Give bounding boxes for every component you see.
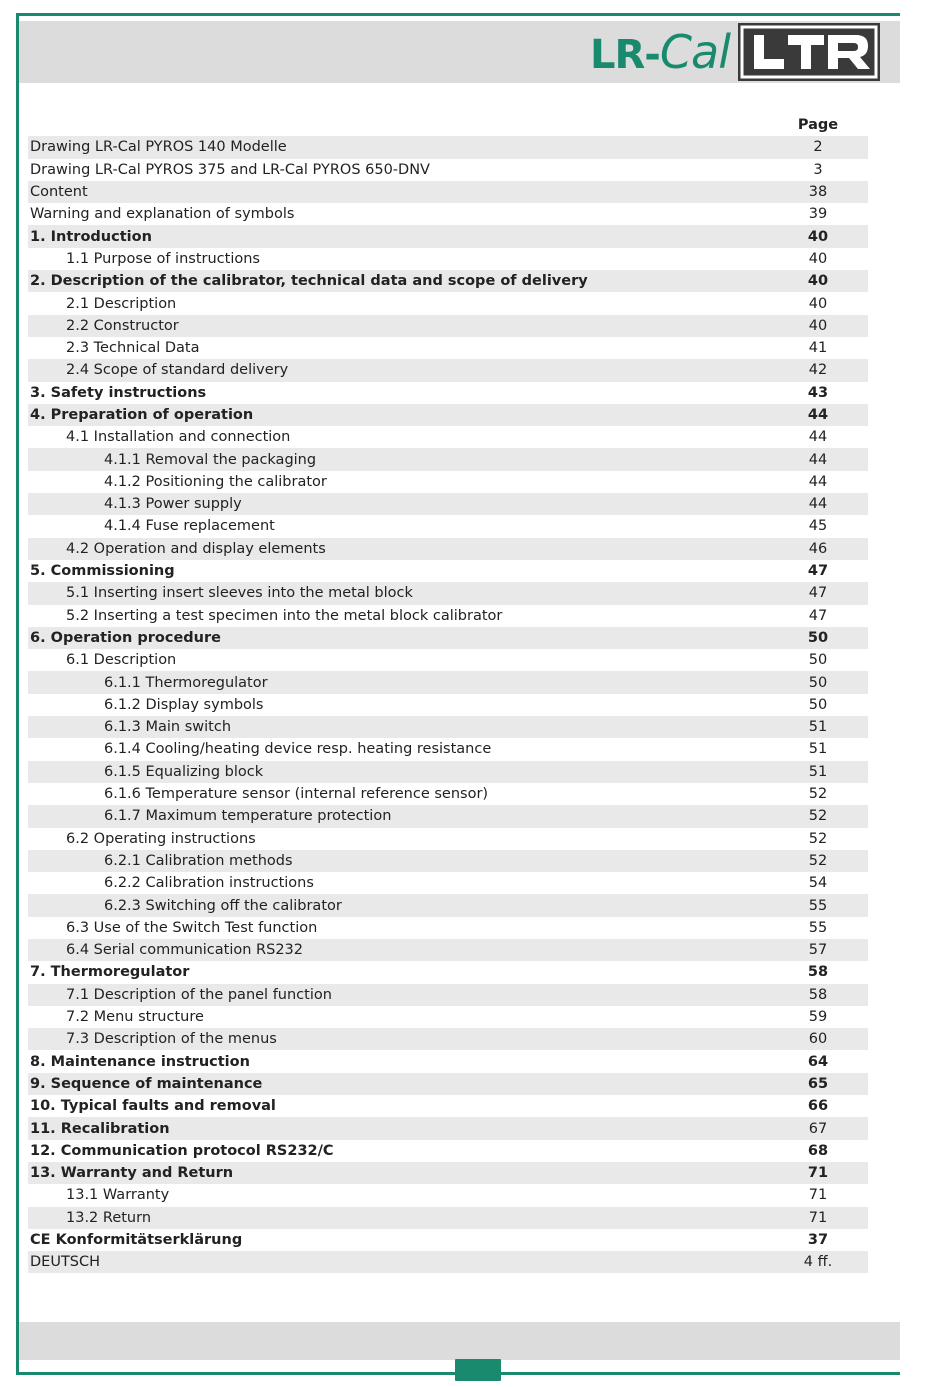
toc-entry-page: 55 <box>808 897 828 914</box>
toc-entry-page: 47 <box>807 563 829 580</box>
toc-entry <box>28 1184 868 1206</box>
toc-entry-title: 10. Typical faults and removal <box>30 1098 276 1115</box>
toc-entry-page: 66 <box>807 1098 829 1115</box>
toc-entry-title: 4.1 Installation and connection <box>66 429 291 446</box>
toc-entry-title: 6.2.3 Switching off the calibrator <box>104 897 342 914</box>
logo-wordmark: LR-Cal <box>590 25 730 79</box>
toc-entry-page: 44 <box>807 407 829 423</box>
toc-entry-page: 57 <box>808 942 828 959</box>
toc-entry-page: 51 <box>808 741 828 758</box>
toc-entry-page: 42 <box>808 362 828 379</box>
toc-entry-page: 3 <box>813 161 823 178</box>
toc-entry <box>28 671 868 693</box>
toc-entry-page: 50 <box>808 674 828 691</box>
toc-entry-page: 40 <box>808 250 828 267</box>
toc-entry-title: 7.1 Description of the panel function <box>66 986 332 1003</box>
toc-entry <box>28 292 868 314</box>
toc-entry-page: 40 <box>808 317 828 334</box>
toc-entry <box>28 627 868 649</box>
toc-entry-page: 47 <box>808 585 828 602</box>
toc-entry <box>28 493 868 515</box>
toc-entry <box>28 515 868 537</box>
toc-entry-page: 59 <box>808 1009 828 1026</box>
toc-entry-title: 7.2 Menu structure <box>66 1009 204 1026</box>
toc-entry <box>28 738 868 760</box>
toc-entry <box>28 1140 868 1162</box>
toc-entry <box>28 337 868 359</box>
toc-entry-page: 4 ff. <box>803 1254 833 1271</box>
toc-entry-page: 52 <box>808 786 828 803</box>
toc-entry-title: 6. Operation procedure <box>30 629 221 646</box>
toc-header-row <box>28 114 868 136</box>
toc-entry-title: Content <box>30 184 88 201</box>
brand-logo <box>590 21 880 83</box>
toc-entry <box>28 382 868 404</box>
toc-entry <box>28 1028 868 1050</box>
toc-entry-page: 44 <box>808 496 828 513</box>
toc-entry-page: 37 <box>807 1231 829 1248</box>
toc-entry-page: 60 <box>808 1031 828 1048</box>
toc-entry <box>28 850 868 872</box>
lr-logo-mark-icon <box>738 23 880 81</box>
toc-entry-title: 4.1.2 Positioning the calibrator <box>104 473 327 490</box>
toc-entry <box>28 605 868 627</box>
toc-entry-title: DEUTSCH <box>30 1254 101 1271</box>
toc-entry <box>28 828 868 850</box>
toc-entry <box>28 270 868 292</box>
toc-entry-page: 52 <box>808 808 828 825</box>
toc-entry-page: 40 <box>807 228 829 245</box>
toc-entry <box>28 984 868 1006</box>
toc-entry-page: 43 <box>807 384 829 401</box>
toc-entry <box>28 783 868 805</box>
toc-entry-title: 6.1.6 Temperature sensor (internal reference sensor) <box>104 786 489 803</box>
toc-entry-title: 4. Preparation of operation <box>30 407 254 423</box>
toc-entry <box>28 761 868 783</box>
toc-entry-title: 4.1.4 Fuse replacement <box>104 518 275 535</box>
toc-entry-title: 2.1 Description <box>66 295 177 312</box>
frame-left-border <box>16 13 19 1375</box>
toc-entry-page: 51 <box>808 719 828 736</box>
toc-entry <box>28 203 868 225</box>
toc-entry-page: 44 <box>808 473 828 490</box>
toc-entry-title: 6.2 Operating instructions <box>66 830 256 847</box>
toc-entry <box>28 181 868 203</box>
toc-entry <box>28 538 868 560</box>
toc-entry-page: 58 <box>807 964 829 981</box>
toc-entry-page: 65 <box>807 1075 829 1092</box>
toc-entry-title: 1.1 Purpose of instructions <box>66 250 260 267</box>
toc-entry-page: 67 <box>808 1120 828 1137</box>
toc-entry <box>28 1229 868 1251</box>
toc-entry-page: 50 <box>808 696 828 713</box>
toc-entry <box>28 359 868 381</box>
toc-entry-page: 50 <box>808 652 828 669</box>
toc-entry <box>28 426 868 448</box>
toc-entry-page: 68 <box>807 1142 829 1159</box>
toc-entry <box>28 136 868 158</box>
toc-entry-page: 41 <box>808 340 828 357</box>
toc-entry-title: 3. Safety instructions <box>30 384 207 401</box>
toc-entry-title: 6.1.4 Cooling/heating device resp. heating resistance <box>104 741 492 758</box>
toc-entry-page: 44 <box>808 451 828 468</box>
toc-entry-title: 4.1.3 Power supply <box>104 496 242 513</box>
toc-entry-title: 6.2.1 Calibration methods <box>104 852 293 869</box>
toc-entry-title: 11. Recalibration <box>30 1120 170 1137</box>
toc-entry <box>28 917 868 939</box>
toc-entry-page: 38 <box>808 184 828 201</box>
toc-entry-page: 44 <box>808 429 828 446</box>
toc-entry-page: 47 <box>808 607 828 624</box>
toc-entry <box>28 560 868 582</box>
toc-entry <box>28 1050 868 1072</box>
toc-entry <box>28 1073 868 1095</box>
toc-entry <box>28 1117 868 1139</box>
page-number-tab <box>455 1359 501 1381</box>
toc-entry-title: Drawing LR-Cal PYROS 375 and LR-Cal PYROS 650-DNV <box>30 161 430 178</box>
toc-entry-title: 5.2 Inserting a test specimen into the metal block calibrator <box>66 607 503 624</box>
toc-entry-title: 6.1.1 Thermoregulator <box>104 674 268 691</box>
toc-entry-title: 6.1.2 Display symbols <box>104 696 264 713</box>
toc-entry-title: 13. Warranty and Return <box>30 1165 234 1182</box>
toc-entry <box>28 404 868 426</box>
toc-entry <box>28 225 868 247</box>
toc-entry-title: 6.2.2 Calibration instructions <box>104 875 314 892</box>
toc-entry-page: 40 <box>807 273 829 290</box>
toc-entry <box>28 1162 868 1184</box>
toc-entry-page: 55 <box>808 919 828 936</box>
toc-entry <box>28 471 868 493</box>
toc-entry-title: 1. Introduction <box>30 228 152 245</box>
toc-entry-page: 71 <box>807 1165 829 1182</box>
toc-entry <box>28 582 868 604</box>
toc-entry-title: 13.2 Return <box>66 1209 152 1226</box>
toc-entry-page: 50 <box>807 629 829 646</box>
toc-entry-page: 2 <box>813 139 823 156</box>
toc-entry-title: 7.3 Description of the menus <box>66 1031 277 1048</box>
toc-entry <box>28 1251 868 1273</box>
toc-entry <box>28 1095 868 1117</box>
toc-entry-title: 2.3 Technical Data <box>66 340 200 357</box>
footer-band <box>19 1322 900 1360</box>
toc-entry <box>28 872 868 894</box>
toc-entry-page: 40 <box>808 295 828 312</box>
table-of-contents <box>28 114 868 1273</box>
toc-entry <box>28 448 868 470</box>
toc-entry-title: Warning and explanation of symbols <box>30 206 295 223</box>
page-column-header: Page <box>797 117 839 134</box>
toc-entry <box>28 716 868 738</box>
toc-entry-page: 58 <box>808 986 828 1003</box>
toc-entry <box>28 894 868 916</box>
toc-entry-page: 52 <box>808 852 828 869</box>
toc-entry-title: 2.4 Scope of standard delivery <box>66 362 289 379</box>
toc-entry-title: 2. Description of the calibrator, technical data and scope of delivery <box>30 273 588 290</box>
toc-entry-page: 52 <box>808 830 828 847</box>
frame-top-border <box>16 13 900 16</box>
toc-entry-title: 5. Commissioning <box>30 563 175 580</box>
toc-entry <box>28 248 868 270</box>
toc-entry-page: 71 <box>808 1187 828 1204</box>
toc-entry <box>28 649 868 671</box>
toc-entry-title: 7. Thermoregulator <box>30 964 190 981</box>
toc-entry-title: 6.4 Serial communication RS232 <box>66 942 304 959</box>
toc-entry-title: 6.1.7 Maximum temperature protection <box>104 808 392 825</box>
toc-entry <box>28 961 868 983</box>
toc-entry <box>28 805 868 827</box>
toc-entry <box>28 315 868 337</box>
toc-entry-title: 6.1 Description <box>66 652 177 669</box>
toc-entry-title: 2.2 Constructor <box>66 317 179 334</box>
toc-entry <box>28 1207 868 1229</box>
toc-entry-title: 13.1 Warranty <box>66 1187 170 1204</box>
toc-entry-title: 9. Sequence of maintenance <box>30 1075 263 1092</box>
toc-entry-page: 39 <box>808 206 828 223</box>
toc-entry-title: 5.1 Inserting insert sleeves into the metal block <box>66 585 413 602</box>
toc-entry-page: 54 <box>808 875 828 892</box>
toc-entry-title: 12. Communication protocol RS232/C <box>30 1142 334 1159</box>
toc-entry-page: 64 <box>807 1053 829 1070</box>
toc-entry-title: Drawing LR-Cal PYROS 140 Modelle <box>30 139 287 156</box>
toc-entry <box>28 159 868 181</box>
toc-entry-page: 46 <box>808 540 828 557</box>
toc-entry-title: 4.1.1 Removal the packaging <box>104 451 317 468</box>
toc-entry-title: 6.1.5 Equalizing block <box>104 763 264 780</box>
toc-entry-title: CE Konformitätserklärung <box>30 1231 243 1248</box>
toc-entry-title: 6.3 Use of the Switch Test function <box>66 919 318 936</box>
toc-entry <box>28 939 868 961</box>
toc-entry <box>28 1006 868 1028</box>
toc-entry-page: 45 <box>808 518 828 535</box>
toc-entry-page: 71 <box>808 1209 828 1226</box>
toc-entry-page: 51 <box>808 763 828 780</box>
toc-entry-title: 4.2 Operation and display elements <box>66 540 326 557</box>
toc-entry-title: 6.1.3 Main switch <box>104 719 232 736</box>
toc-entry-title: 8. Maintenance instruction <box>30 1053 250 1070</box>
toc-entry <box>28 694 868 716</box>
